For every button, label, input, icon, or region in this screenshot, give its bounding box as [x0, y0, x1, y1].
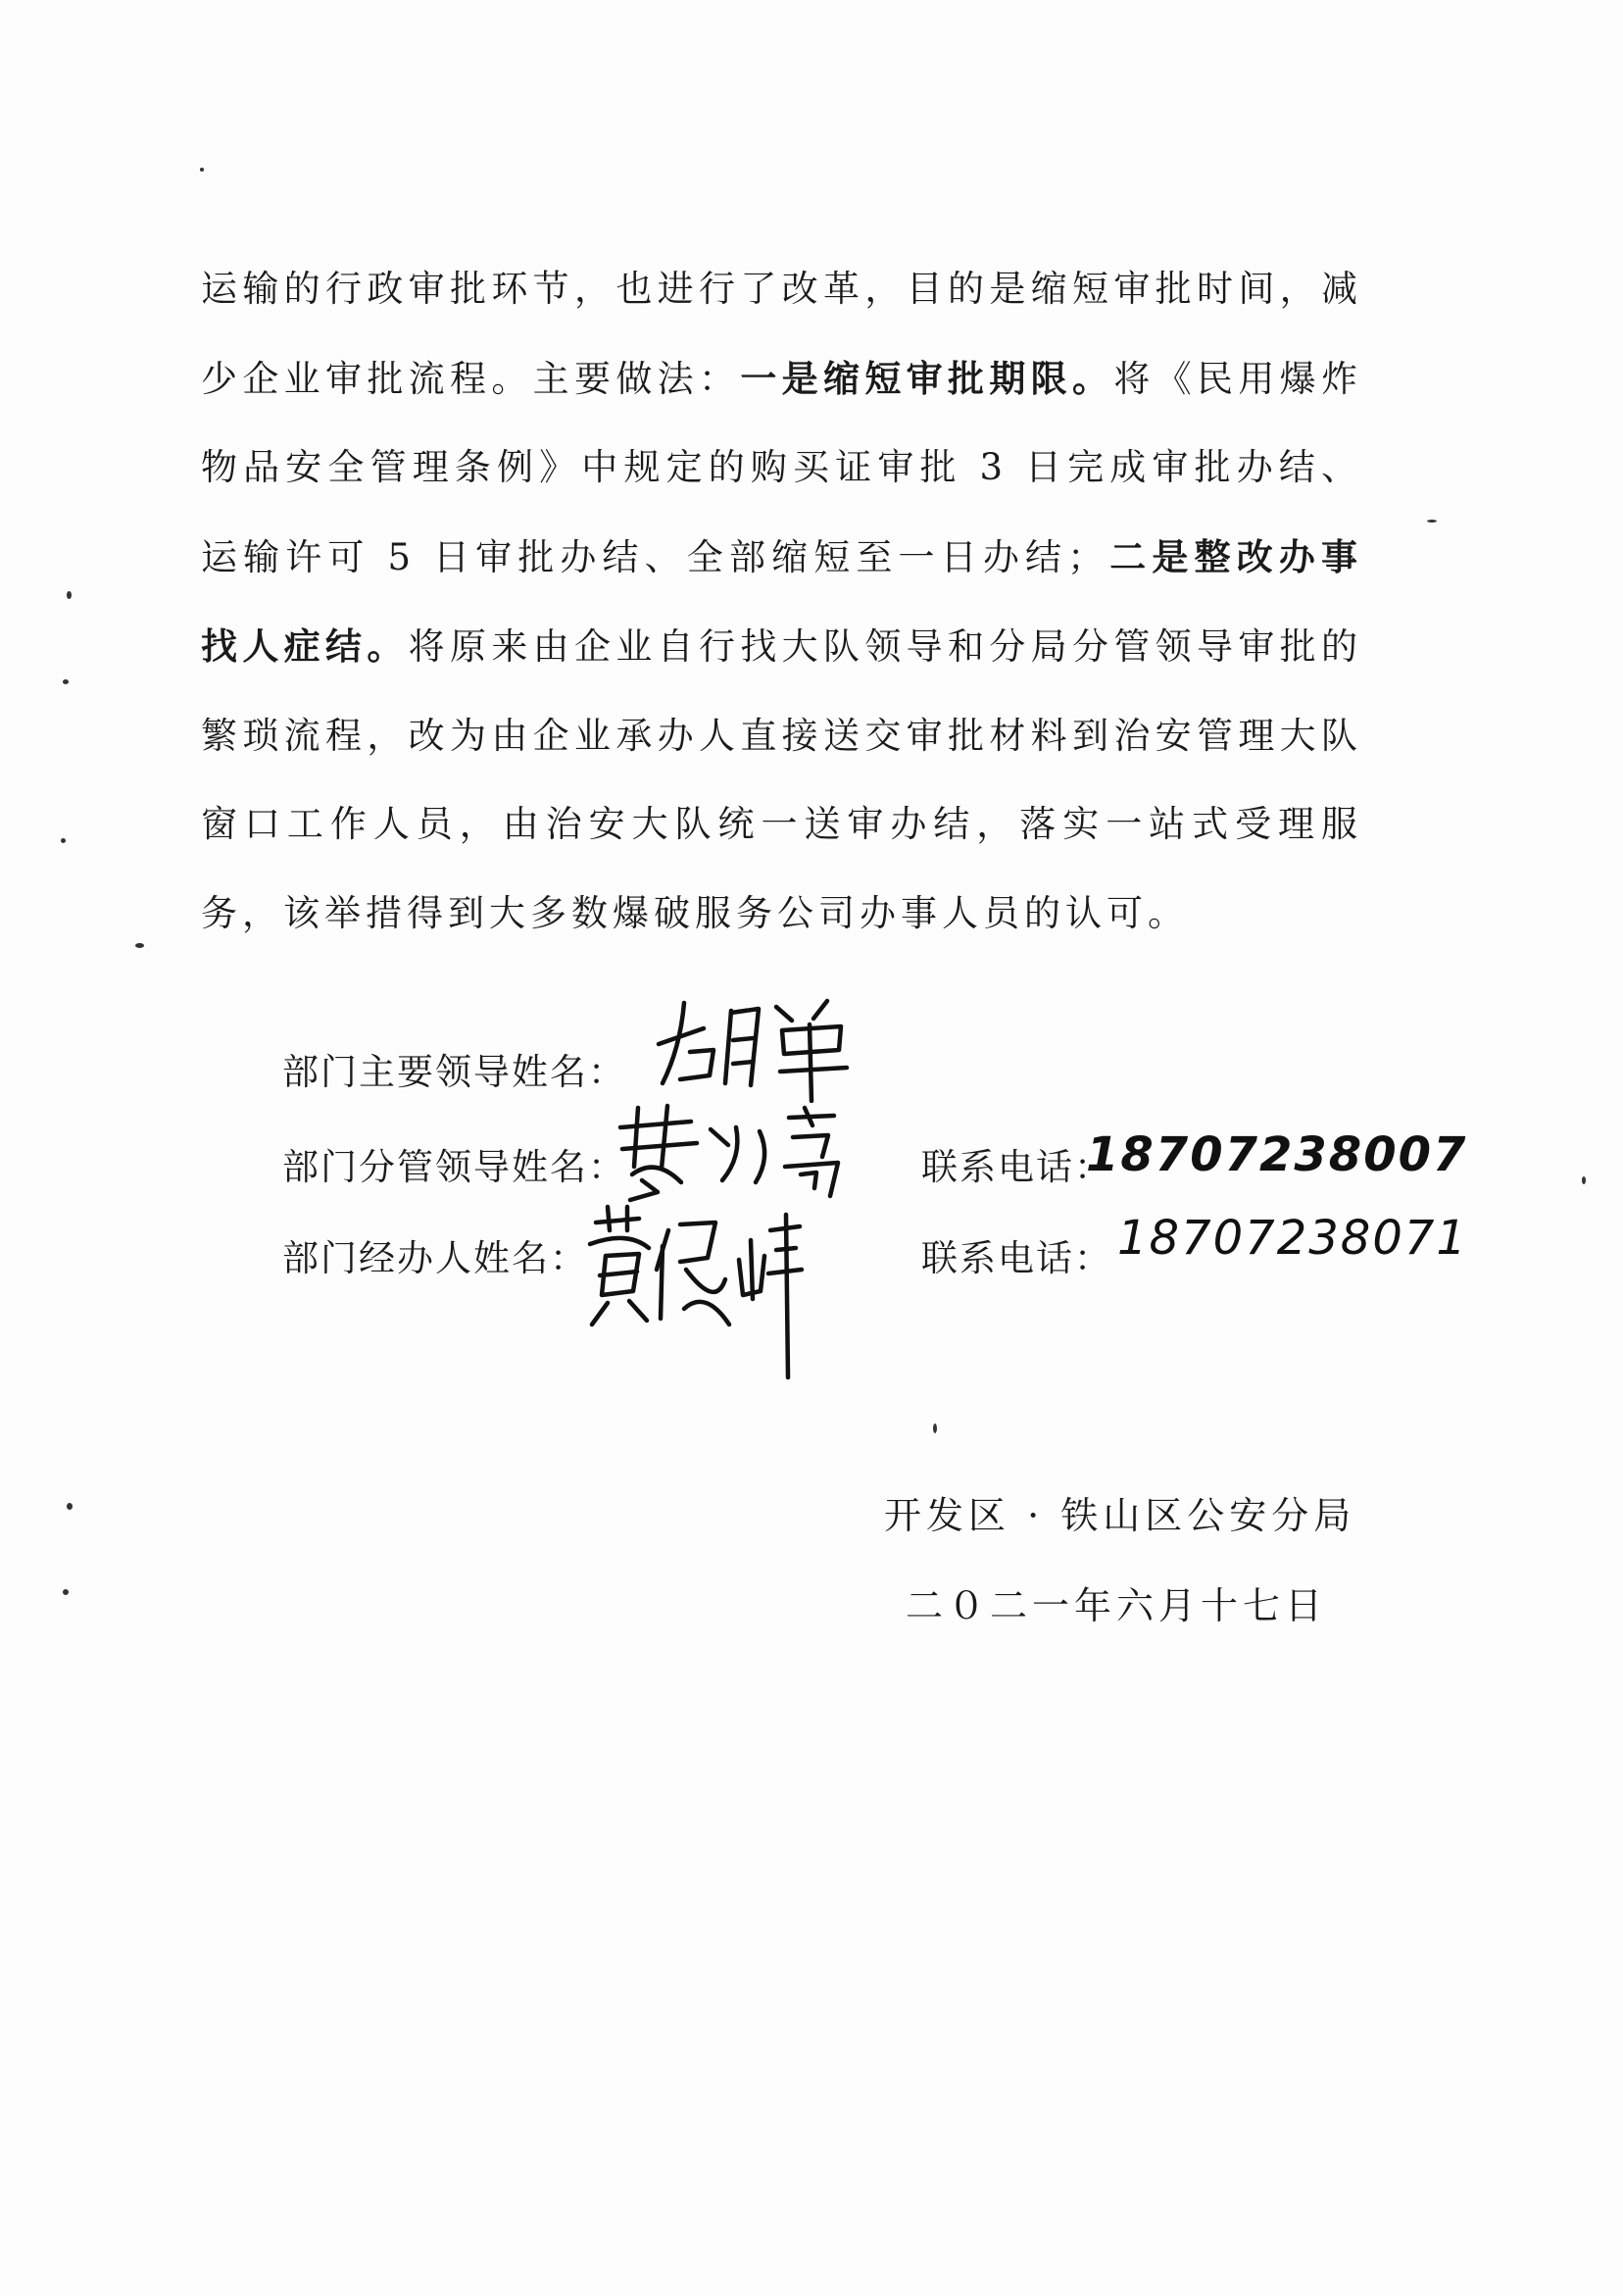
point-one-heading: 一是缩短审批期限。	[740, 356, 1114, 400]
scan-speck	[63, 679, 69, 684]
supervising-leader-label: 部门分管领导姓名：	[282, 1146, 626, 1188]
phone-label-1: 联系电话：	[921, 1146, 1112, 1188]
main-leader-signature	[647, 985, 853, 1103]
phone-number-1: 18707238007	[1086, 1127, 1468, 1182]
body-text-1: 运输的行政审批环节，也进行了改革，目的是缩短审批时间，减少企业审批流程。主要做法：	[201, 268, 1362, 400]
phone-label-2: 联系电话：	[921, 1237, 1112, 1279]
phone-number-2: 18707238071	[1117, 1211, 1468, 1266]
handler-signature	[578, 1201, 804, 1387]
main-leader-label: 部门主要领导姓名：	[282, 1051, 626, 1093]
point-two-heading: 二是整改办事找人症结。	[201, 534, 1362, 668]
scan-speck	[67, 1503, 73, 1510]
issuing-organization: 开发区 · 铁山区公安分局	[884, 1494, 1356, 1537]
issue-date: 二０二一年六月十七日	[906, 1584, 1328, 1627]
scan-speck	[1582, 1176, 1586, 1184]
supervising-leader-signature	[613, 1098, 848, 1206]
scan-speck	[63, 1589, 69, 1595]
scan-speck	[933, 1423, 937, 1433]
scan-speck	[67, 591, 72, 599]
body-text-3: 将原来由企业自行找大队领导和分局分管领导审批的繁琐流程，改为由企业承办人直接送交审批材料到治安管理大队窗口工作人员，由治安大队统一送审办结，落实一站式受理服务，该举措得到大多数爆破服务公司办事人员的认可。	[201, 625, 1363, 934]
scan-speck	[61, 838, 66, 843]
handler-label: 部门经办人姓名：	[282, 1237, 588, 1279]
body-text-2: 将《民用爆炸物品安全管理条例》中规定的购买证审批 3 日完成审批办结、运输许可 5 日审批办结、全部缩短至一日办结；	[201, 357, 1363, 578]
scan-speck	[135, 943, 144, 948]
scan-speck	[200, 168, 204, 172]
body-paragraph	[201, 245, 1362, 958]
scan-speck	[1427, 520, 1437, 523]
